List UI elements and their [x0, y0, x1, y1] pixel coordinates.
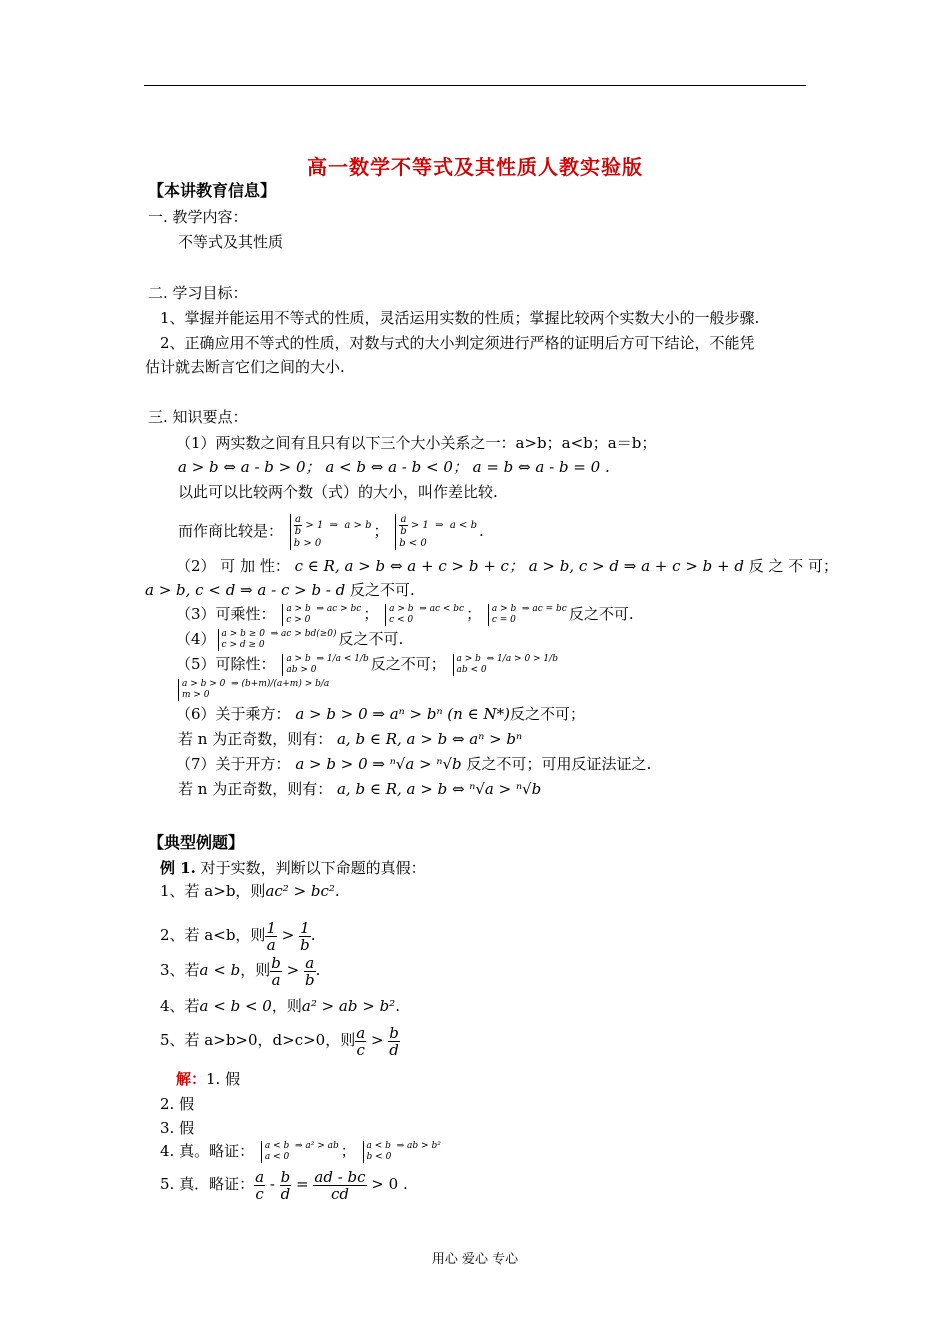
frac-a-over-c: $\frac{a}{c}$ — [356, 1023, 366, 1059]
knowledge-5-label: （5）可除性： — [176, 655, 276, 673]
knowledge-3-tail: 反之不可. — [568, 605, 634, 623]
section-1-content: 不等式及其性质 — [178, 233, 284, 251]
question-1-math: ac² > bc² — [265, 882, 335, 900]
multiply-positive-case: a > b ≥ 0 ⇒ ac > bd(≥0) c > d ≥ 0 — [218, 629, 337, 651]
examples-header: 【典型例题】 — [148, 833, 245, 852]
section-2-heading: 二. 学习目标： — [148, 284, 248, 302]
knowledge-7-odd-text: 若 n 为正奇数，则有： — [178, 780, 333, 798]
frac-b-over-d: $\frac{b}{d}$ — [389, 1023, 399, 1059]
knowledge-7-label: （7）关于开方： — [176, 755, 291, 773]
question-4: 4、若a < b < 0，则a² > ab > b². — [160, 997, 400, 1015]
knowledge-4-tail: 反之不可. — [338, 630, 404, 648]
answer-4: 4. 真。略证： a < b ⇒ a² > ab a < 0 ； a < b ⇒ ab > b² b < 0 — [160, 1141, 441, 1162]
knowledge-4 — [176, 628, 403, 651]
question-3-text: 3、若 — [160, 961, 200, 979]
knowledge-2-line-1 — [176, 555, 838, 577]
example-1-text: 对于实数，判断以下命题的真假： — [200, 859, 426, 877]
question-1-text: 1、若 a>b，则 — [160, 882, 266, 900]
knowledge-6-odd-text: 若 n 为正奇数，则有： — [178, 730, 333, 748]
quotient-label: 而作商比较是： — [178, 522, 284, 540]
knowledge-7-math: a > b > 0 ⇒ ⁿ√a > ⁿ√b — [295, 755, 462, 773]
knowledge-2-math-2: a > b, c < d ⇒ a - c > b - d — [145, 581, 346, 599]
section-2-para-1: 1、掌握并能运用不等式的性质，灵活运用实数的性质；掌握比较两个实数大小的一般步骤. — [160, 309, 760, 327]
knowledge-7-tail: 反之不可；可用反证法证之. — [466, 755, 652, 773]
multiply-case-1: a > b ⇒ ac > bc c > 0 — [282, 604, 361, 626]
solution-label: 解： — [176, 1070, 207, 1088]
solution-1 — [176, 1068, 240, 1090]
answer-5: 5. 真．略证： $\frac{a}{c}$ - $\frac{b}{d}$ = $\frac{ad - bc}{cd}$ > 0 . — [160, 1167, 408, 1203]
answer-5-text: 5. 真．略证： — [160, 1175, 255, 1193]
knowledge-1-quotient: 而作商比较是： $\frac{a}{b}$ > 1 ⇒ a > b b > 0； $\frac{a}{b}$ > 1 ⇒ a < b b < 0. — [178, 514, 484, 549]
knowledge-6-tail: 反之不可； — [509, 705, 585, 723]
example-1-label: 例 1. — [160, 859, 196, 877]
question-4-text: 4、若 — [160, 997, 200, 1015]
question-3: 3、若a < b，则 $\frac{b}{a}$ > $\frac{a}{b}$ . — [160, 953, 321, 989]
answer-2: 2. 假 — [160, 1095, 195, 1113]
knowledge-1-diff: 以此可以比较两个数（式）的大小，叫作差比较. — [178, 483, 498, 501]
knowledge-5-line-2 — [176, 678, 331, 701]
answer-1: 1. 假 — [206, 1070, 241, 1088]
knowledge-6-math: a > b > 0 ⇒ aⁿ > bⁿ (n ∈ N*) — [295, 705, 510, 723]
knowledge-5-mid: 反之不可； — [370, 655, 446, 673]
divide-case-2: a > b ⇔ 1/a > 0 > 1/b ab < 0 — [453, 654, 558, 676]
knowledge-2-math-1: c ∈ R, a > b ⇔ a + c > b + c； a > b, c > d ⇒ a + c > b + d — [294, 557, 744, 575]
question-3-mid: ，则 — [240, 961, 271, 979]
page-footer: 用心 爱心 专心 — [431, 1252, 519, 1267]
question-4-mid: ，则 — [271, 997, 302, 1015]
section-2-para-2a: 2、正确应用不等式的性质，对数与式的大小判定须进行严格的证明后方可下结论，不能凭 — [160, 334, 755, 352]
question-2: 2、若 a<b，则 $\frac{1}{a}$ > $\frac{1}{b}$ . — [160, 918, 316, 954]
knowledge-3: （3）可乘性： a > b ⇒ ac > bc c > 0 ； a > b ⇒ ac < bc c < 0 ； a > b ⇒ ac = bc c = 0 反之不可. — [176, 604, 634, 625]
knowledge-5 — [176, 653, 560, 676]
knowledge-7-odd-math: a, b ∈ R, a > b ⇔ ⁿ√a > ⁿ√b — [336, 780, 542, 798]
info-header: 【本讲教育信息】 — [148, 181, 277, 200]
divide-case-1: a > b ⇒ 1/a < 1/b ab > 0 — [282, 654, 368, 676]
quotient-case-2: $\frac{a}{b}$ > 1 ⇒ a < b b < 0 — [395, 514, 477, 550]
answer-3: 3. 假 — [160, 1119, 195, 1137]
knowledge-2-tail-1: 反 之 不 可； — [748, 557, 839, 575]
question-1: 1、若 a>b，则ac² > bc². — [160, 882, 340, 900]
answer-4-text: 4. 真。略证： — [160, 1142, 255, 1160]
multiply-case-3: a > b ⇒ ac = bc c = 0 — [488, 604, 567, 626]
knowledge-1-text: （1）两实数之间有且只有以下三个大小关系之一：a>b；a<b；a＝b； — [176, 434, 657, 452]
frac-b-over-a: $\frac{b}{a}$ — [271, 953, 281, 989]
example-1-intro — [160, 857, 426, 879]
knowledge-6 — [176, 703, 585, 725]
section-1-heading: 一. 教学内容： — [148, 208, 248, 226]
knowledge-1-math: a > b ⇔ a - b > 0； a < b ⇔ a - b < 0； a = b ⇔ a - b = 0 . — [178, 458, 610, 476]
knowledge-3-label: （3）可乘性： — [176, 605, 276, 623]
frac-ad-bc-cd: $\frac{ad - bc}{cd}$ — [314, 1167, 366, 1203]
frac-1-over-b: $\frac{1}{b}$ — [300, 918, 310, 954]
section-3-heading: 三. 知识要点： — [148, 408, 248, 426]
knowledge-6-odd-math: a, b ∈ R, a > b ⇔ aⁿ > bⁿ — [336, 730, 523, 748]
frac-b-d: $\frac{b}{d}$ — [280, 1167, 291, 1203]
multiply-case-2: a > b ⇒ ac < bc c < 0 — [385, 604, 464, 626]
question-4-math-2: a² > ab > b² — [301, 997, 396, 1015]
question-5: 5、若 a>b>0，d>c>0，则 $\frac{a}{c}$ > $\frac{b}{d}$ — [160, 1023, 399, 1059]
knowledge-2-tail-2: 反之不可. — [350, 581, 415, 599]
knowledge-2-line-2 — [145, 579, 415, 601]
proof-4-case-1: a < b ⇒ a² > ab a < 0 — [261, 1141, 339, 1163]
frac-1-over-a: $\frac{1}{a}$ — [266, 918, 276, 954]
frac-a-over-b: $\frac{a}{b}$ — [304, 953, 315, 989]
question-4-math-1: a < b < 0 — [199, 997, 272, 1015]
header-rule — [144, 85, 806, 86]
knowledge-4-label: （4） — [176, 630, 216, 648]
knowledge-6-odd — [178, 728, 522, 750]
knowledge-2-label: （2） 可 加 性： — [176, 557, 290, 575]
question-5-text: 5、若 a>b>0，d>c>0，则 — [160, 1031, 356, 1049]
knowledge-7 — [176, 753, 651, 775]
knowledge-7-odd — [178, 778, 541, 800]
question-2-text: 2、若 a<b，则 — [160, 926, 266, 944]
divide-case-3: a > b > 0 ⇒ (b+m)/(a+m) > b/a m > 0 — [178, 679, 329, 701]
quotient-case-1: $\frac{a}{b}$ > 1 ⇒ a > b b > 0 — [290, 514, 372, 550]
proof-4-case-2: a < b ⇒ ab > b² b < 0 — [363, 1141, 441, 1163]
knowledge-6-label: （6）关于乘方： — [176, 705, 291, 723]
section-2-para-2b: 估计就去断言它们之间的大小. — [145, 358, 345, 376]
frac-a-c: $\frac{a}{c}$ — [255, 1167, 265, 1203]
page-title: 高一数学不等式及其性质人教实验版 — [307, 155, 643, 179]
